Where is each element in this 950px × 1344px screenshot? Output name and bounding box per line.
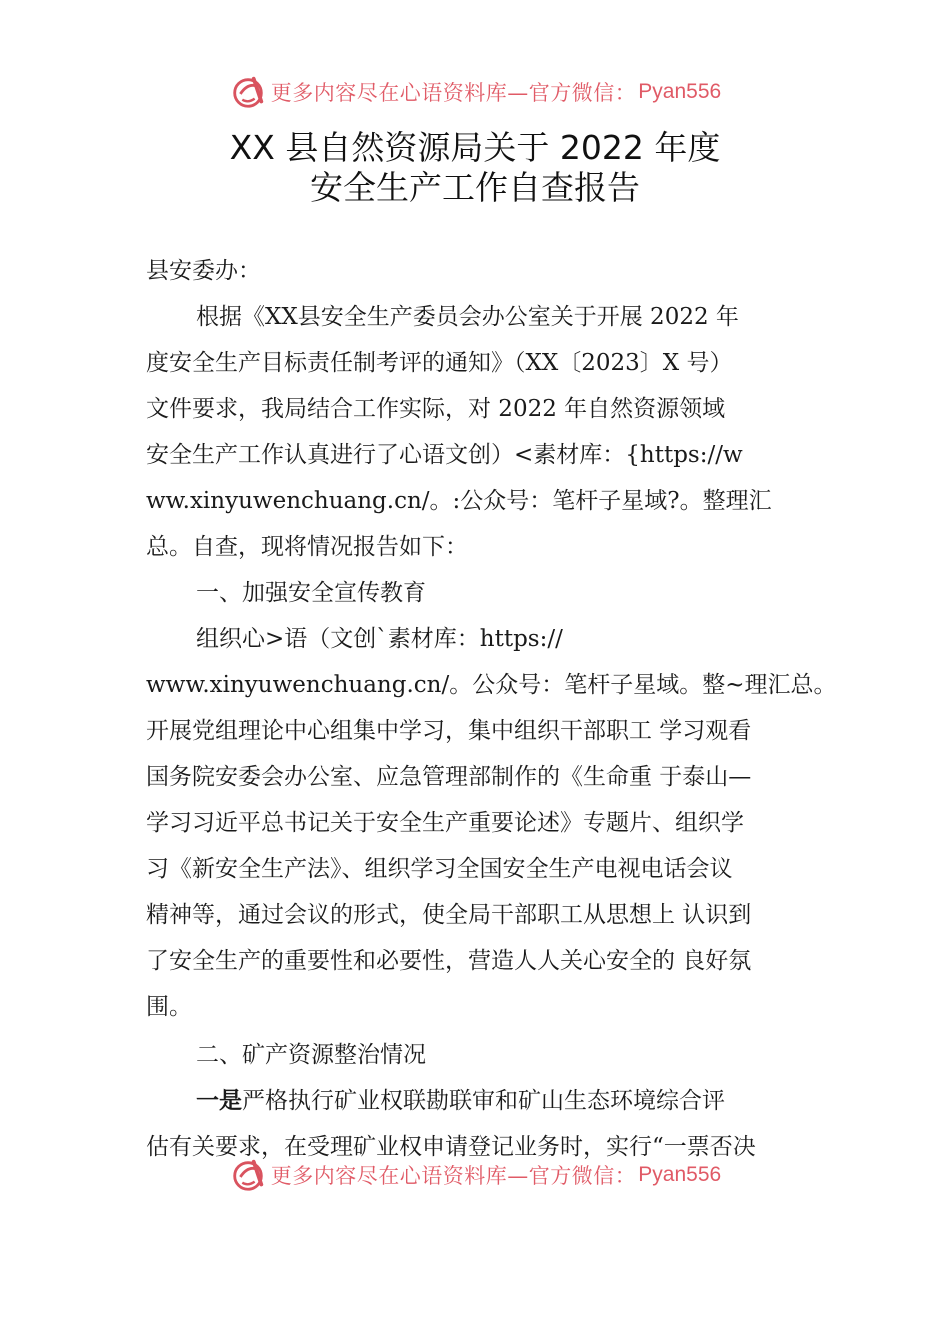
section-2-heading: 二、矿产资源整治情况 bbox=[196, 1042, 426, 1068]
intro-line: 根据《XX县安全生产委员会办公室关于开展 2022 年 bbox=[196, 304, 739, 330]
section-1-line: 学习习近平总书记关于安全生产重要论述》专题片、组织学 bbox=[146, 810, 744, 836]
document-body bbox=[146, 248, 846, 1170]
section-2-line bbox=[146, 1078, 846, 1124]
section-1-line: 了安全生产的重要性和必要性，营造人人关心安全的 良好氛 bbox=[146, 948, 752, 974]
section-2-text: 严格执行矿业权联勘联审和矿山生态环境综合评 bbox=[242, 1088, 725, 1114]
intro-line: ww.xinyuwenchuang.cn/。:公众号：笔杆子星域?。整理汇 bbox=[146, 488, 772, 514]
title-line-2: 安全生产工作自查报告 bbox=[310, 168, 640, 207]
watermark-wechat-id: Pyan556 bbox=[638, 1163, 722, 1186]
section-1-line: 组织心>语（文创`素材库：https:// bbox=[196, 626, 563, 652]
logo-icon bbox=[229, 73, 267, 111]
intro-line: 文件要求，我局结合工作实际，对 2022 年自然资源领域 bbox=[146, 396, 726, 422]
section-2-line: 估有关要求，在受理矿业权申请登记业务时，实行“一票否决 bbox=[146, 1134, 756, 1160]
watermark-banner-bottom bbox=[0, 1153, 950, 1197]
title-line-1: XX 县自然资源局关于 2022 年度 bbox=[229, 128, 721, 167]
watermark-banner-top bbox=[0, 70, 950, 114]
section-2-bold-lead: 一是 bbox=[196, 1088, 242, 1114]
section-1-line: 精神等，通过会议的形式，使全局干部职工从思想上 认识到 bbox=[146, 902, 752, 928]
section-1-line: 开展党组理论中心组集中学习，集中组织干部职工 学习观看 bbox=[146, 718, 752, 744]
section-1-heading: 一、加强安全宣传教育 bbox=[196, 580, 426, 606]
document-title bbox=[0, 128, 950, 208]
watermark-wechat-id: Pyan556 bbox=[638, 80, 722, 103]
section-1-line: 习《新安全生产法》、组织学习全国安全生产电视电话会议 bbox=[146, 856, 733, 882]
section-1-line: 国务院安委会办公室、应急管理部制作的《生命重 于泰山— bbox=[146, 764, 752, 790]
intro-line: 度安全生产目标责任制考评的通知》（XX〔2023〕X 号） bbox=[146, 350, 733, 376]
salutation: 县安委办： bbox=[146, 258, 261, 284]
watermark-text: 更多内容尽在心语资料库—官方微信： bbox=[270, 81, 637, 105]
intro-line: 安全生产工作认真进行了心语文创）<素材库：{https://w bbox=[146, 442, 743, 468]
watermark-text: 更多内容尽在心语资料库—官方微信： bbox=[270, 1164, 637, 1188]
logo-icon bbox=[229, 1156, 267, 1194]
intro-line: 总。自查，现将情况报告如下： bbox=[146, 534, 468, 560]
section-1-line: 围。 bbox=[146, 994, 192, 1020]
section-1-line: www.xinyuwenchuang.cn/。公众号：笔杆子星域。整~理汇总。 bbox=[146, 672, 837, 698]
